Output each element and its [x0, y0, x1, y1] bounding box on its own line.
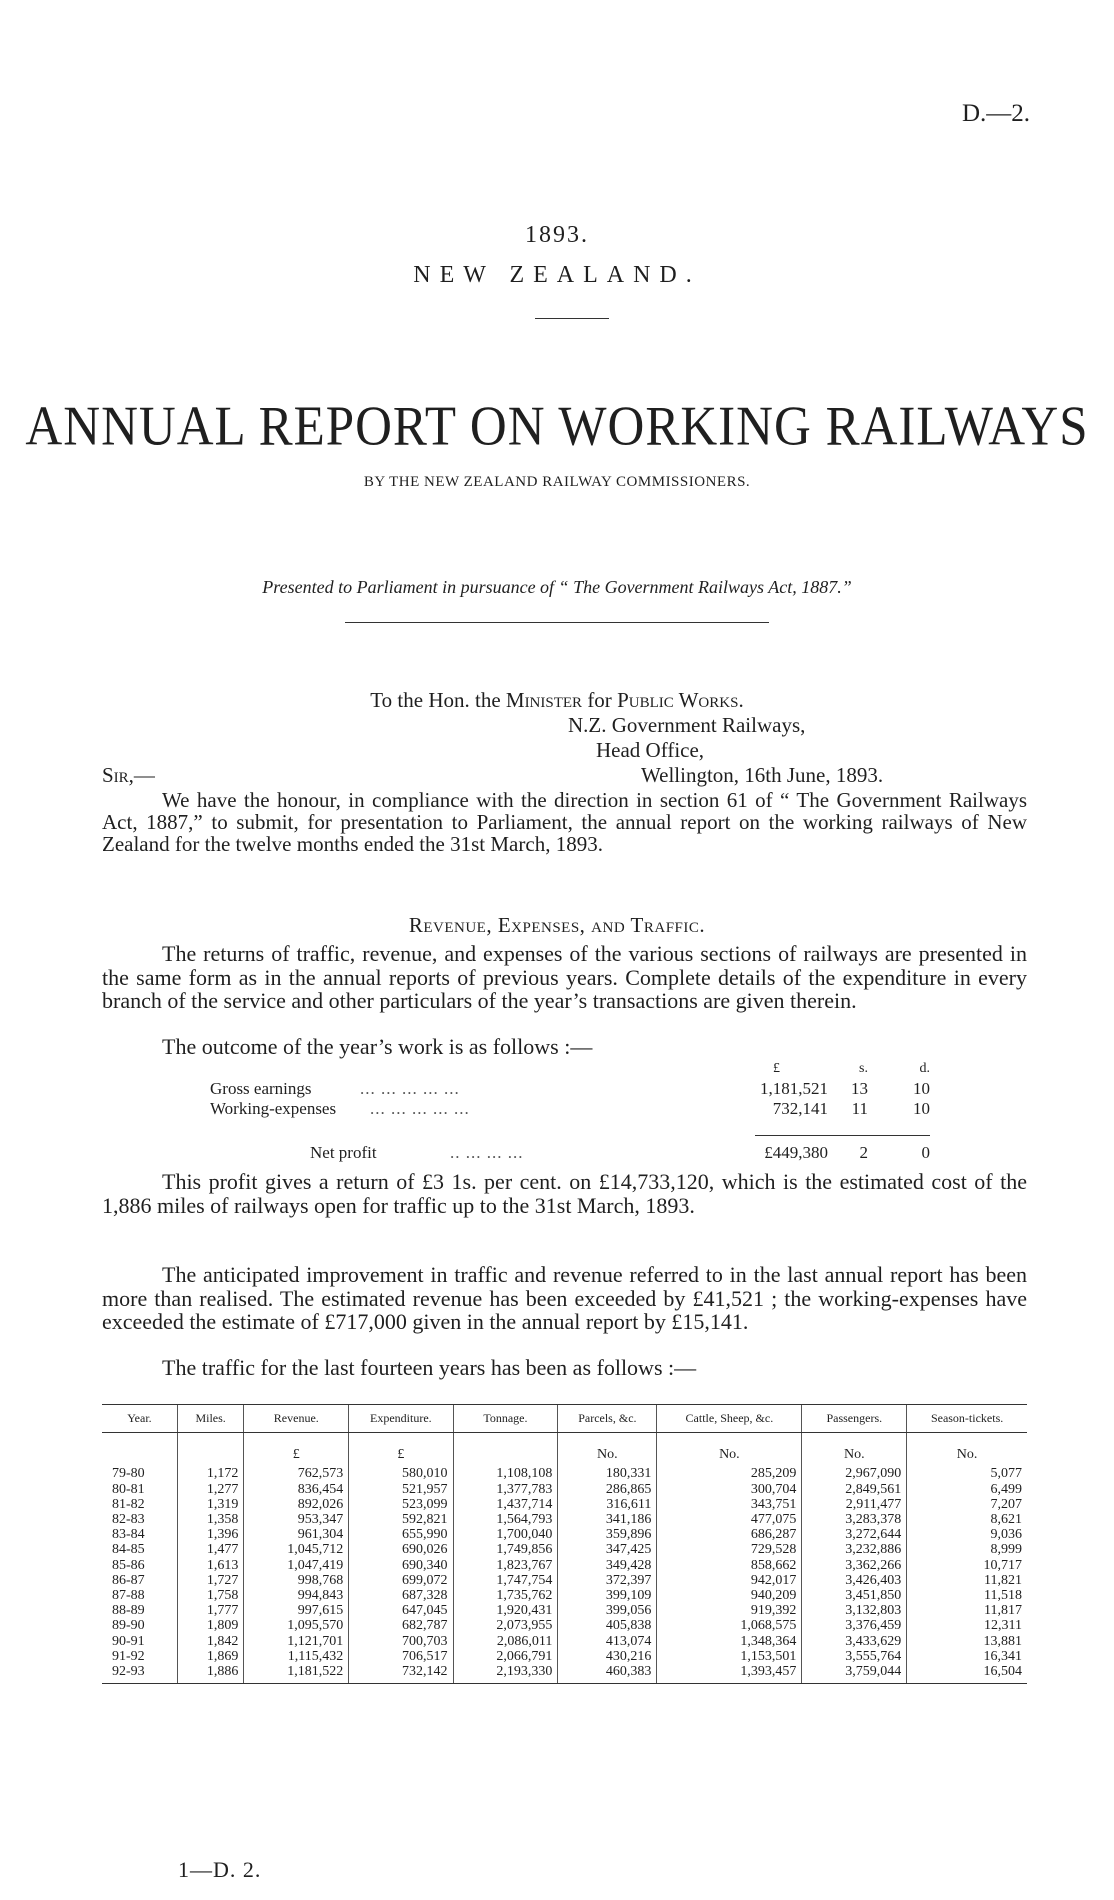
divider-long [345, 622, 769, 623]
unit-year [102, 1433, 177, 1467]
addressee-prefix: To the Hon. the [370, 688, 506, 712]
cell-cattle-sheep: 919,392 [657, 1603, 802, 1618]
cell-expenditure: 732,142 [349, 1664, 453, 1684]
table-row [102, 1497, 1027, 1512]
unit-passengers: No. [802, 1433, 907, 1467]
unit-revenue: £ [244, 1433, 349, 1467]
cell-revenue: 1,045,712 [244, 1542, 349, 1557]
unit-miles [177, 1433, 244, 1467]
cell-cattle-sheep: 343,751 [657, 1497, 802, 1512]
cell-cattle-sheep: 940,209 [657, 1588, 802, 1603]
addressee-minister: Minister [505, 688, 583, 712]
cell-year: 91-92 [112, 1648, 145, 1664]
row-shillings: 13 [851, 1079, 868, 1098]
cell-tonnage: 2,066,791 [453, 1649, 558, 1664]
cell-year: 81-82 [112, 1496, 145, 1512]
row-pence: 10 [913, 1079, 930, 1098]
addressee-works: Public Works. [617, 688, 744, 712]
cell-revenue: 994,843 [244, 1588, 349, 1603]
cell-cattle-sheep: 858,662 [657, 1558, 802, 1573]
cell-season-tickets: 13,881 [907, 1634, 1027, 1649]
cell-revenue: 1,121,701 [244, 1634, 349, 1649]
cell-parcels: 399,056 [558, 1603, 657, 1618]
unit-expenditure: £ [349, 1433, 453, 1467]
cell-season-tickets: 10,717 [907, 1558, 1027, 1573]
paragraph-improvement: The anticipated improvement in traffic and revenue referred to in the last annual report has been more than realised. The estimated revenue has been exceeded by £41,521 ; the working-expenses have exceeded the estimate of £717,000 given in the annual report by £15,141. [102, 1262, 1027, 1334]
header-revenue: Revenue. [244, 1405, 349, 1433]
cell-cattle-sheep: 942,017 [657, 1573, 802, 1588]
table-header-row [102, 1405, 1027, 1433]
cell-parcels: 413,074 [558, 1634, 657, 1649]
cell-tonnage: 1,437,714 [453, 1497, 558, 1512]
cell-cattle-sheep: 1,393,457 [657, 1664, 802, 1684]
row-label: Gross earnings [210, 1079, 312, 1098]
row-pence: 10 [913, 1099, 930, 1118]
cell-year: 80-81 [112, 1481, 145, 1497]
cell-year: 85-86 [112, 1557, 145, 1573]
gross-earnings-row [210, 1079, 930, 1099]
address-line-3: Wellington, 16th June, 1893. [641, 763, 884, 787]
cell-cattle-sheep: 1,153,501 [657, 1649, 802, 1664]
row-pence: 0 [921, 1143, 930, 1162]
unit-tonnage [453, 1433, 558, 1467]
cell-revenue: 953,347 [244, 1512, 349, 1527]
cell-passengers: 3,232,886 [802, 1542, 907, 1557]
cell-tonnage: 1,823,767 [453, 1558, 558, 1573]
cell-passengers: 3,132,803 [802, 1603, 907, 1618]
paragraph-returns: The returns of traffic, revenue, and expenses of the various sections of railways are presented in the same form as in the annual reports of previous years. Complete details of the expenditure in every branch of the service and other particulars of the year’s transactions are given therein. [102, 941, 1027, 1013]
cell-revenue: 1,047,419 [244, 1558, 349, 1573]
cell-cattle-sheep: 1,068,575 [657, 1618, 802, 1633]
cell-miles: 1,613 [177, 1558, 244, 1573]
salutation: Sir,— [102, 763, 155, 787]
cell-miles: 1,277 [177, 1482, 244, 1497]
net-profit-row [210, 1143, 930, 1163]
report-subtitle: BY THE NEW ZEALAND RAILWAY COMMISSIONERS. [363, 474, 751, 490]
cell-miles: 1,727 [177, 1573, 244, 1588]
cell-revenue: 1,095,570 [244, 1618, 349, 1633]
cell-passengers: 2,849,561 [802, 1482, 907, 1497]
header-miles: Miles. [177, 1405, 244, 1433]
cell-parcels: 405,838 [558, 1618, 657, 1633]
cell-passengers: 3,759,044 [802, 1664, 907, 1684]
cell-revenue: 997,615 [244, 1603, 349, 1618]
header-passengers: Passengers. [802, 1405, 907, 1433]
cell-expenditure: 690,340 [349, 1558, 453, 1573]
divider-short [535, 318, 609, 319]
cell-miles: 1,358 [177, 1512, 244, 1527]
cell-miles: 1,777 [177, 1603, 244, 1618]
cell-passengers: 3,433,629 [802, 1634, 907, 1649]
cell-passengers: 3,555,764 [802, 1649, 907, 1664]
row-pounds: £449,380 [764, 1143, 828, 1162]
header-season-tickets: Season-tickets. [907, 1405, 1027, 1433]
cell-tonnage: 1,749,856 [453, 1542, 558, 1557]
presented-line: Presented to Parliament in pursuance of “ The Government Railways Act, 1887.” [262, 577, 852, 597]
cell-miles: 1,809 [177, 1618, 244, 1633]
cell-expenditure: 700,703 [349, 1634, 453, 1649]
cell-expenditure: 687,328 [349, 1588, 453, 1603]
cell-cattle-sheep: 300,704 [657, 1482, 802, 1497]
traffic-table [102, 1404, 1027, 1684]
cell-parcels: 399,109 [558, 1588, 657, 1603]
cell-expenditure: 706,517 [349, 1649, 453, 1664]
cell-tonnage: 2,073,955 [453, 1618, 558, 1633]
cell-season-tickets: 11,817 [907, 1603, 1027, 1618]
col-shillings: s. [859, 1061, 868, 1076]
cell-year: 87-88 [112, 1588, 145, 1604]
cell-miles: 1,758 [177, 1588, 244, 1603]
country-heading: NEW ZEALAND. [413, 262, 701, 288]
cell-passengers: 3,426,403 [802, 1573, 907, 1588]
cell-season-tickets: 5,077 [907, 1466, 1027, 1481]
cell-cattle-sheep: 1,348,364 [657, 1634, 802, 1649]
table-row [102, 1527, 1027, 1542]
row-pounds: 732,141 [772, 1099, 828, 1118]
cell-passengers: 2,911,477 [802, 1497, 907, 1512]
cell-year: 90-91 [112, 1633, 145, 1649]
col-pence: d. [919, 1061, 930, 1076]
cell-parcels: 286,865 [558, 1482, 657, 1497]
unit-parcels: No. [558, 1433, 657, 1467]
cell-year: 86-87 [112, 1572, 145, 1588]
cell-revenue: 892,026 [244, 1497, 349, 1512]
leader-dots: ... ... ... ... ... [360, 1079, 460, 1098]
cell-miles: 1,477 [177, 1542, 244, 1557]
table-row [102, 1634, 1027, 1649]
cell-year: 89-90 [112, 1618, 145, 1634]
col-pounds: £ [773, 1061, 780, 1076]
working-expenses-row [210, 1099, 930, 1119]
cell-parcels: 460,383 [558, 1664, 657, 1684]
cell-season-tickets: 11,518 [907, 1588, 1027, 1603]
table-row [102, 1573, 1027, 1588]
cell-parcels: 430,216 [558, 1649, 657, 1664]
cell-expenditure: 647,045 [349, 1603, 453, 1618]
document-reference: D.—2. [961, 100, 1030, 127]
cell-tonnage: 1,564,793 [453, 1512, 558, 1527]
cell-passengers: 3,376,459 [802, 1618, 907, 1633]
cell-expenditure: 699,072 [349, 1573, 453, 1588]
section-heading: Revenue, Expenses, and Traffic. [408, 913, 706, 937]
header-tonnage: Tonnage. [453, 1405, 558, 1433]
cell-revenue: 762,573 [244, 1466, 349, 1481]
cell-tonnage: 1,377,783 [453, 1482, 558, 1497]
cell-expenditure: 580,010 [349, 1466, 453, 1481]
cell-parcels: 349,428 [558, 1558, 657, 1573]
cell-miles: 1,886 [177, 1664, 244, 1684]
cell-revenue: 961,304 [244, 1527, 349, 1542]
cell-season-tickets: 8,621 [907, 1512, 1027, 1527]
cell-parcels: 341,186 [558, 1512, 657, 1527]
opening-paragraph: We have the honour, in compliance with the direction in section 61 of “ The Government Railways Act, 1887,” to submit, for presentation to Parliament, the annual report on the working railways of New Zealand for the twelve months ended the 31st March, 1893. [102, 788, 1027, 856]
table-row [102, 1618, 1027, 1633]
table-row [102, 1649, 1027, 1664]
table-row [102, 1542, 1027, 1557]
table-row [102, 1664, 1027, 1684]
cell-passengers: 3,362,266 [802, 1558, 907, 1573]
address-line-1: N.Z. Government Railways, [568, 713, 806, 737]
cell-year: 83-84 [112, 1527, 145, 1543]
header-parcels: Parcels, &c. [558, 1405, 657, 1433]
cell-tonnage: 1,920,431 [453, 1603, 558, 1618]
header-expenditure: Expenditure. [349, 1405, 453, 1433]
cell-revenue: 1,181,522 [244, 1664, 349, 1684]
addressee-line [0, 688, 1114, 713]
cell-tonnage: 1,747,754 [453, 1573, 558, 1588]
cell-year: 84-85 [112, 1542, 145, 1558]
leader-dots: ... ... ... ... ... [370, 1099, 470, 1118]
cell-season-tickets: 12,311 [907, 1618, 1027, 1633]
paragraph-traffic-intro: The traffic for the last fourteen years has been as follows :— [162, 1355, 697, 1380]
cell-season-tickets: 9,036 [907, 1527, 1027, 1542]
cell-tonnage: 2,193,330 [453, 1664, 558, 1684]
cell-parcels: 347,425 [558, 1542, 657, 1557]
table-row [102, 1588, 1027, 1603]
cell-miles: 1,842 [177, 1634, 244, 1649]
cell-season-tickets: 6,499 [907, 1482, 1027, 1497]
cell-season-tickets: 11,821 [907, 1573, 1027, 1588]
row-pounds: 1,181,521 [760, 1079, 828, 1098]
address-line-2: Head Office, [596, 738, 705, 762]
cell-expenditure: 523,099 [349, 1497, 453, 1512]
cell-passengers: 2,967,090 [802, 1466, 907, 1481]
table-row [102, 1482, 1027, 1497]
cell-passengers: 3,451,850 [802, 1588, 907, 1603]
cell-revenue: 1,115,432 [244, 1649, 349, 1664]
cell-year: 79-80 [112, 1466, 145, 1482]
cell-expenditure: 521,957 [349, 1482, 453, 1497]
cell-parcels: 316,611 [558, 1497, 657, 1512]
header-year: Year. [102, 1405, 177, 1433]
cell-tonnage: 1,735,762 [453, 1588, 558, 1603]
table-units-row [102, 1433, 1027, 1467]
row-shillings: 11 [851, 1099, 868, 1118]
cell-tonnage: 2,086,011 [453, 1634, 558, 1649]
row-label: Net profit [310, 1143, 377, 1162]
cell-revenue: 836,454 [244, 1482, 349, 1497]
report-year: 1893. [525, 222, 589, 248]
paragraph-outcome: The outcome of the year’s work is as follows :— [162, 1034, 593, 1059]
report-title: ANNUAL REPORT ON WORKING RAILWAYS [25, 396, 1089, 458]
row-shillings: 2 [859, 1143, 868, 1162]
cell-cattle-sheep: 686,287 [657, 1527, 802, 1542]
cell-miles: 1,172 [177, 1466, 244, 1481]
cell-expenditure: 682,787 [349, 1618, 453, 1633]
cell-year: 82-83 [112, 1512, 145, 1528]
cell-year: 88-89 [112, 1603, 145, 1619]
cell-miles: 1,319 [177, 1497, 244, 1512]
table-row [102, 1466, 1027, 1481]
cell-parcels: 180,331 [558, 1466, 657, 1481]
header-cattle-sheep: Cattle, Sheep, &c. [657, 1405, 802, 1433]
cell-passengers: 3,272,644 [802, 1527, 907, 1542]
financial-column-headers [210, 1061, 930, 1081]
cell-cattle-sheep: 729,528 [657, 1542, 802, 1557]
cell-parcels: 359,896 [558, 1527, 657, 1542]
cell-revenue: 998,768 [244, 1573, 349, 1588]
addressee-for: for [582, 688, 618, 712]
cell-season-tickets: 7,207 [907, 1497, 1027, 1512]
cell-season-tickets: 16,504 [907, 1664, 1027, 1684]
leader-dots: .. ... ... ... [450, 1143, 524, 1162]
cell-tonnage: 1,700,040 [453, 1527, 558, 1542]
cell-expenditure: 592,821 [349, 1512, 453, 1527]
cell-expenditure: 690,026 [349, 1542, 453, 1557]
cell-miles: 1,869 [177, 1649, 244, 1664]
cell-expenditure: 655,990 [349, 1527, 453, 1542]
cell-passengers: 3,283,378 [802, 1512, 907, 1527]
cell-cattle-sheep: 477,075 [657, 1512, 802, 1527]
cell-season-tickets: 16,341 [907, 1649, 1027, 1664]
table-row [102, 1603, 1027, 1618]
row-label: Working-expenses [210, 1099, 337, 1118]
table-row [102, 1558, 1027, 1573]
financial-total-rule [755, 1135, 930, 1136]
unit-cattle-sheep: No. [657, 1433, 802, 1467]
cell-tonnage: 1,108,108 [453, 1466, 558, 1481]
cell-parcels: 372,397 [558, 1573, 657, 1588]
table-row [102, 1512, 1027, 1527]
paragraph-profit-return: This profit gives a return of £3 1s. per cent. on £14,733,120, which is the estimated cost of the 1,886 miles of railways open for traffic up to the 31st March, 1893. [102, 1169, 1027, 1218]
cell-year: 92-93 [102, 1664, 177, 1684]
cell-miles: 1,396 [177, 1527, 244, 1542]
cell-season-tickets: 8,999 [907, 1542, 1027, 1557]
page-signature: 1—D. 2. [178, 1857, 262, 1882]
cell-cattle-sheep: 285,209 [657, 1466, 802, 1481]
unit-season-tickets: No. [907, 1433, 1027, 1467]
